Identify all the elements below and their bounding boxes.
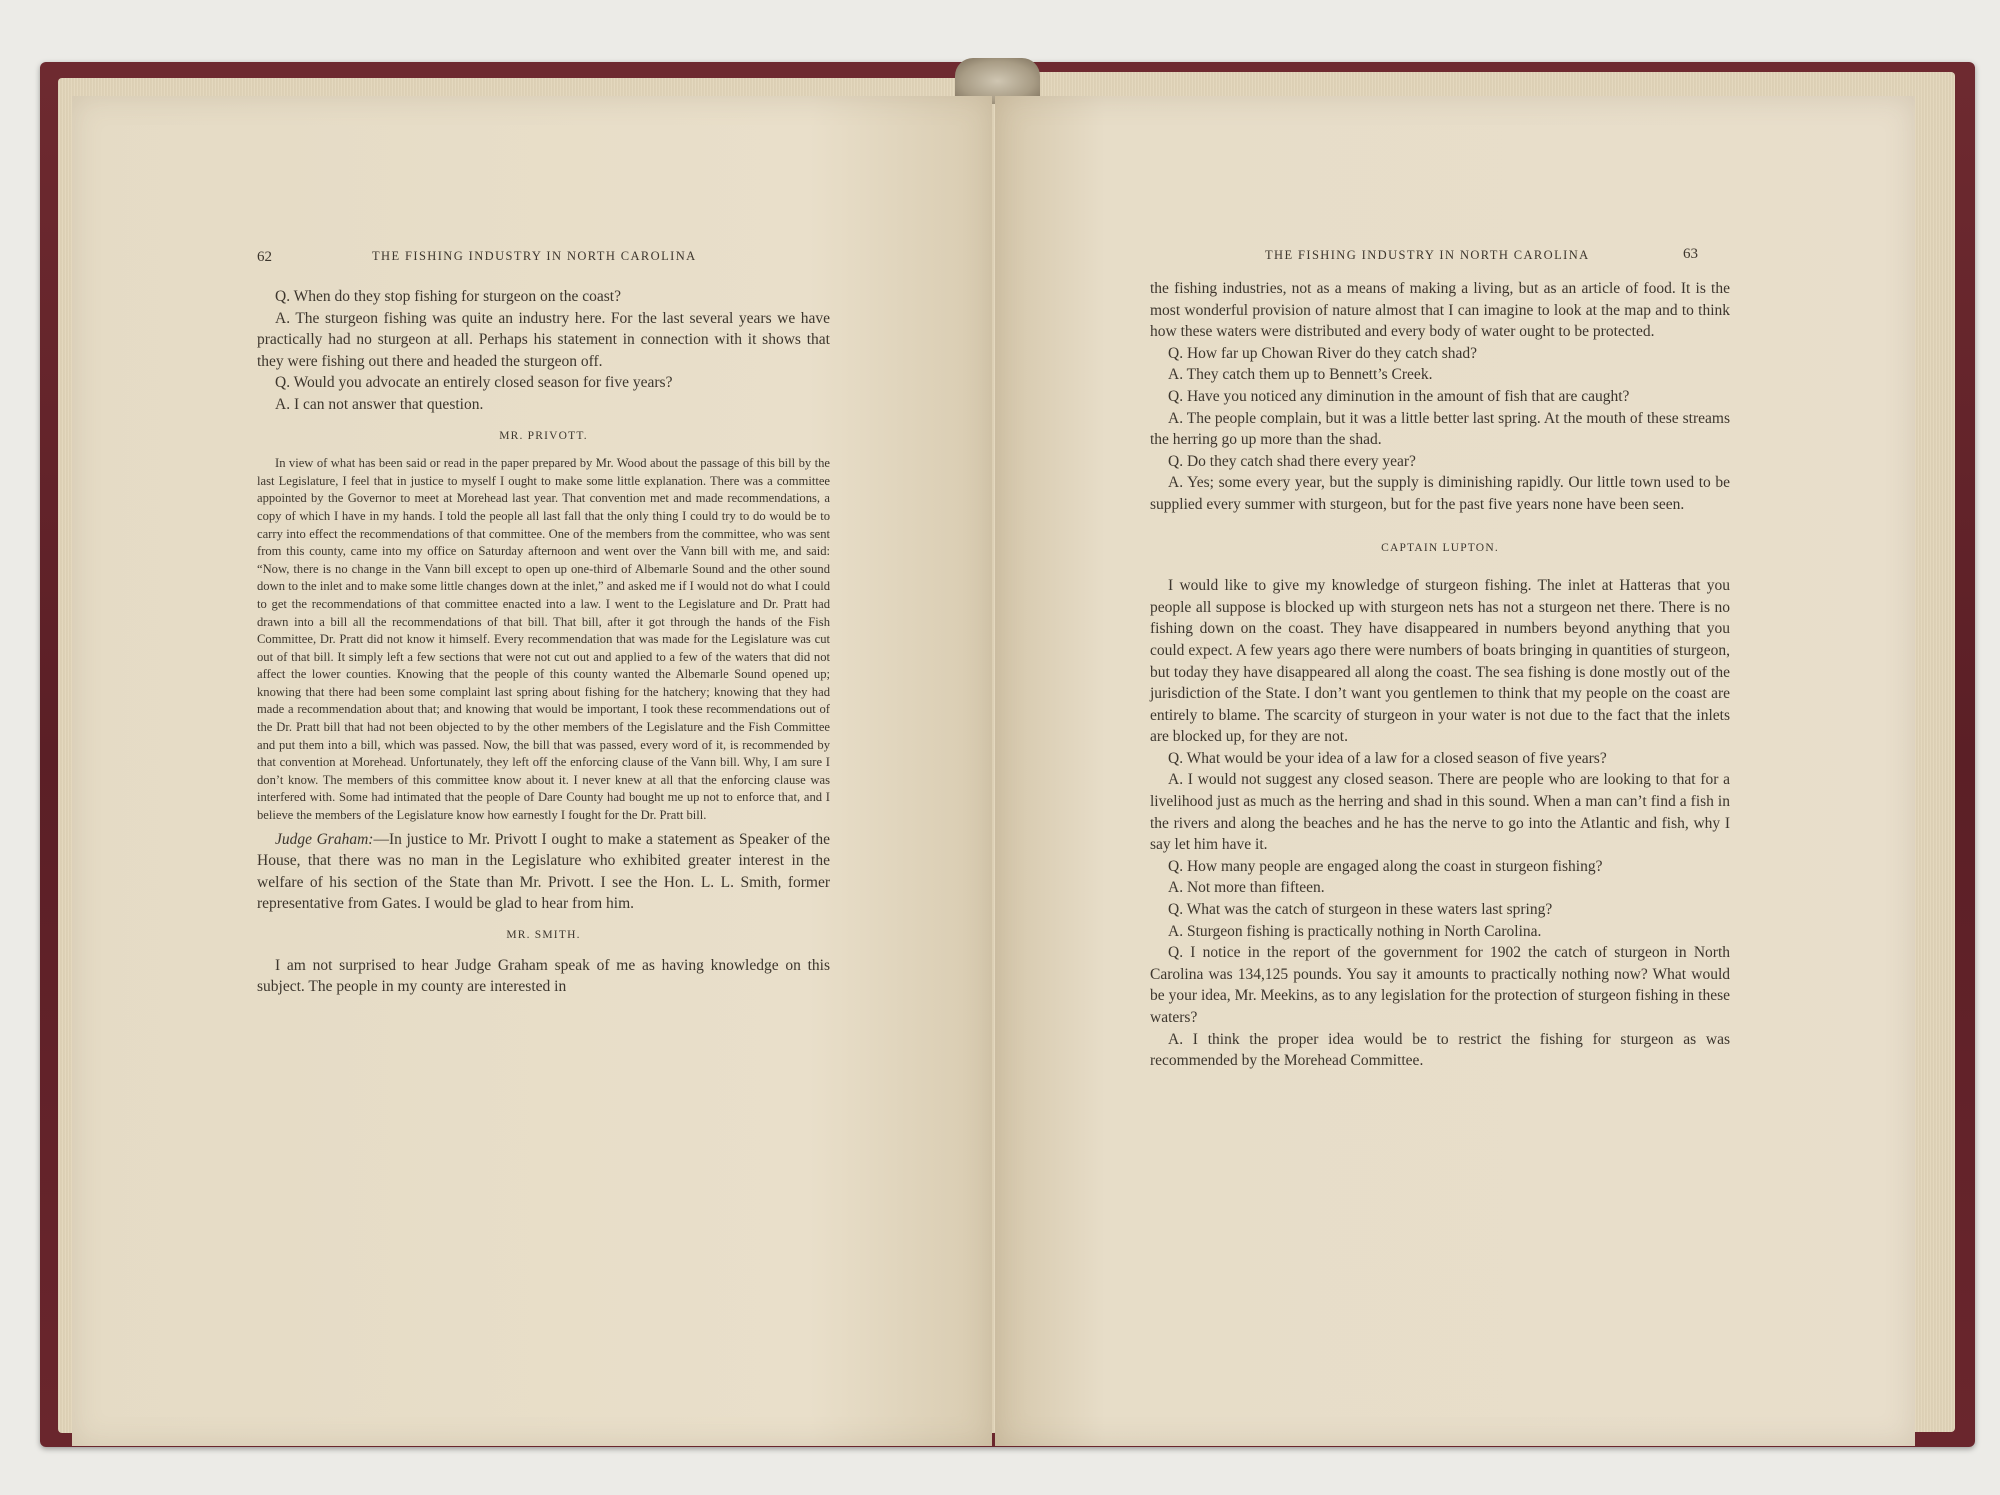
paragraph: Q. How many people are engaged along the coast in sturgeon fishing? — [1168, 857, 1603, 875]
paragraph: A. I would not suggest any closed season. There are people who are looking to that for a livelihood just as much as the herring and shad in this sound. When a man can’t find a fish in the rivers and along the beaches and he has the nerve to go into the Atlantic and fish, why I say let him have it. — [1150, 771, 1730, 854]
page-number: 62 — [257, 249, 272, 265]
privott-statement-block — [257, 455, 830, 824]
speaker-name: Judge Graham: — [275, 830, 374, 848]
graham-paragraph — [257, 829, 830, 915]
paragraph: Q. How far up Chowan River do they catch shad? — [1168, 344, 1478, 362]
paragraph: In view of what has been said or read in the paper prepared by Mr. Wood about the passage of this bill by the last Legislature, I feel that in justice to myself I ought to make some little explanation. There was a committee appointed by the Governor to meet at Morehead last year. That convention met and made recommendations, a copy of which I have in my hands. I told the people all last fall that the only thing I could try to do would be to carry into effect the recommendations of that committee. One of the members from the committee, who was sent from this county, came into my office on Saturday afternoon and went over the Vann bill with me, and said: “Now, there is no change in the Vann bill except to open up one-third of Albemarle Sound and the other sound down to the inlet and to make some little changes down at the inlet,” and asked me if I would not do what I could to get the recommendations of that committee enacted into a law. I went to the Legislature and Dr. Pratt had drawn into a bill all the recommendations of that bill. That bill, after it got through the hands of the Fish Committee, Dr. Pratt did not know it himself. Every recommendation that was made for the Legislature was cut out of that bill. It simply left a few sections that were not cut out and applied to a few of the waters that did not affect the lower counties. Knowing that the people of this county wanted the Albemarle Sound opened up; knowing that there had been some complaint last spring about fishing for the hatchery; knowing that they had made a recommendation about that; and knowing that would be important, I took these recommendations out of the Dr. Pratt bill that had not been objected to by the other members of the Legislature and the Fish Committee and put them into a bill, which was passed. Now, the bill that was passed, every word of it, is recommended by that convention at Morehead. Unfortunately, they left off the enforcing clause of the Vann bill. Why, I am sure I don’t know. The members of this committee know about it. I never knew at all that the enforcing clause was interfered with. Some had intimated that the people of Dare County had bought me up not to enforce that, and I believe the members of the Legislature know how earnestly I fought for the Dr. Pratt bill. — [257, 456, 830, 823]
paragraph: Q. What would be your idea of a law for a closed season of five years? — [1168, 749, 1607, 767]
paragraph: A. I think the proper idea would be to restrict the fishing for sturgeon as was recommended by the Morehead Committee. — [1150, 1030, 1730, 1070]
left-page — [72, 96, 992, 1446]
right-text-column — [1150, 278, 1730, 1072]
paragraph: A. The people complain, but it was a little better last spring. At the mouth of these streams the herring go up more than the shad. — [1150, 409, 1730, 449]
running-head: THE FISHING INDUSTRY IN NORTH CAROLINA — [1265, 248, 1590, 262]
left-text-column — [257, 286, 830, 998]
paragraph: Q. Do they catch shad there every year? — [1168, 452, 1416, 470]
paragraph: A. Not more than fifteen. — [1168, 879, 1325, 897]
section-heading: CAPTAIN LUPTON. — [1381, 541, 1499, 554]
paragraph: A. I can not answer that question. — [275, 395, 484, 413]
page-number: 63 — [1683, 246, 1698, 262]
paragraph: I am not surprised to hear Judge Graham speak of me as having knowledge on this subject. The people in my county are interested in — [257, 956, 830, 996]
section-heading: MR. PRIVOTT. — [499, 429, 588, 442]
paragraph: Q. Would you advocate an entirely closed season for five years? — [275, 374, 673, 392]
paragraph: —In justice to Mr. Privott I ought to make a statement as Speaker of the House, that there was no man in the Legislature who exhibited greater interest in the welfare of his section of the State than Mr. Privott. I see the Hon. L. L. Smith, former representative from Gates. I would be glad to hear from him. — [257, 830, 831, 913]
paragraph: A. Yes; some every year, but the supply is diminishing rapidly. Our little town used to be supplied every summer with sturgeon, but for the past five years none have been seen. — [1150, 474, 1730, 513]
right-page — [995, 96, 1915, 1446]
paragraph: Q. What was the catch of sturgeon in these waters last spring? — [1168, 901, 1553, 919]
paragraph: A. They catch them up to Bennett’s Creek. — [1168, 366, 1433, 384]
paragraph: I would like to give my knowledge of sturgeon fishing. The inlet at Hatteras that you people all suppose is blocked up with sturgeon nets has not a sturgeon net there. There is no fishing down on the coast. They have disappeared in numbers beyond anything that you could expect. A few years ago there were numbers of boats bringing in quantities of sturgeon, but today they have disappeared all along the coast. The sea fishing is done mostly out of the jurisdiction of the State. I don’t want you gentlemen to think that my people on the coast are entirely to blame. The scarcity of sturgeon in your water is not due to the fact that the inlets are blocked up, for they are not. — [1150, 577, 1730, 746]
paragraph: A. Sturgeon fishing is practically nothing in North Carolina. — [1168, 922, 1542, 940]
section-heading: MR. SMITH. — [506, 929, 581, 941]
paragraph: A. The sturgeon fishing was quite an industry here. For the last several years we have practically had no sturgeon at all. Perhaps his statement in connection with it shows that they were fishing out there and headed the sturgeon off. — [257, 309, 830, 370]
paragraph: Q. When do they stop fishing for sturgeon on the coast? — [275, 288, 621, 305]
paragraph: Q. Have you noticed any diminution in the amount of fish that are caught? — [1168, 387, 1630, 405]
running-head: THE FISHING INDUSTRY IN NORTH CAROLINA — [372, 249, 697, 263]
paragraph: Q. I notice in the report of the government for 1902 the catch of sturgeon in North Carolina was 134,125 pounds. You say it amounts to practically nothing now? What would be your idea, Mr. Meekins, as to any legislation for the protection of sturgeon fishing in these waters? — [1150, 944, 1730, 1026]
paragraph: the fishing industries, not as a means of making a living, but as an article of food. It is the most wonderful provision of nature almost that I can imagine to look at the map and to think how these waters were distributed and every body of water ought to be protected. — [1150, 280, 1730, 341]
